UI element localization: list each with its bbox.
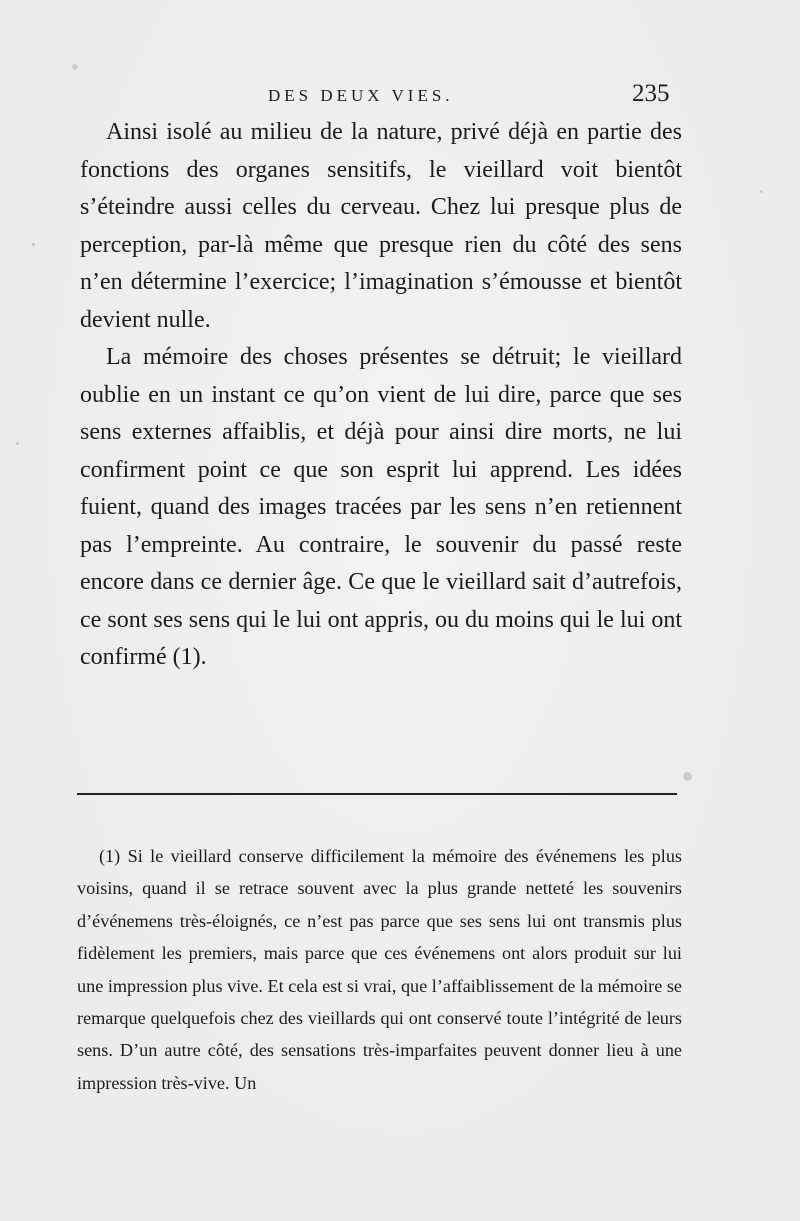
footnote-text: (1) Si le vieillard conserve difficilement la mémoire des événemens les plus voisins, quand il se retrace souvent avec la plus grande netteté les souvenirs d’événemens très-éloignés, ce n’est pas parce que ses sens lui ont transmis plus fidèlement les premiers, mais parce que ces événemens ont alors produit sur lui une impression plus vive. Et cela est si vrai, que l’affaiblissement de la mémoire se remarque quelquefois chez des vieillards qui ont conservé toute l’intégrité de leurs sens. D’un autre côté, des sensations très-imparfaites peuvent donner lieu à une impression très-vive. Un xyxy=(77,846,682,1093)
running-head xyxy=(0,80,800,110)
running-title: DES DEUX VIES. xyxy=(268,86,454,105)
page-number: 235 xyxy=(632,80,670,107)
footnote xyxy=(77,840,682,1099)
footnote-divider xyxy=(77,793,677,795)
paragraph: Ainsi isolé au milieu de la nature, privé déjà en partie des fonctions des organes sensitifs, le vieillard voit bientôt s’éteindre aussi celles du cerveau. Chez lui presque plus de perception, par-là même que presque rien du côté des sens n’en détermine l’exercice; l’imagination s’émousse et bientôt devient nulle. xyxy=(80,119,682,333)
paragraph: La mémoire des choses présentes se détruit; le vieillard oublie en un instant ce qu’on vient de lui dire, parce que ses sens externes affaiblis, et déjà pour ainsi dire morts, ne lui confirment point ce que son esprit lui apprend. Les idées fuient, quand des images tracées par les sens n’en retiennent pas l’empreinte. Au contraire, le souvenir du passé reste encore dans ce dernier âge. Ce que le vieillard sait d’autrefois, ce sont ses sens qui le lui ont appris, ou du moins qui le lui ont confirmé (1). xyxy=(80,344,682,670)
main-text xyxy=(80,114,682,677)
